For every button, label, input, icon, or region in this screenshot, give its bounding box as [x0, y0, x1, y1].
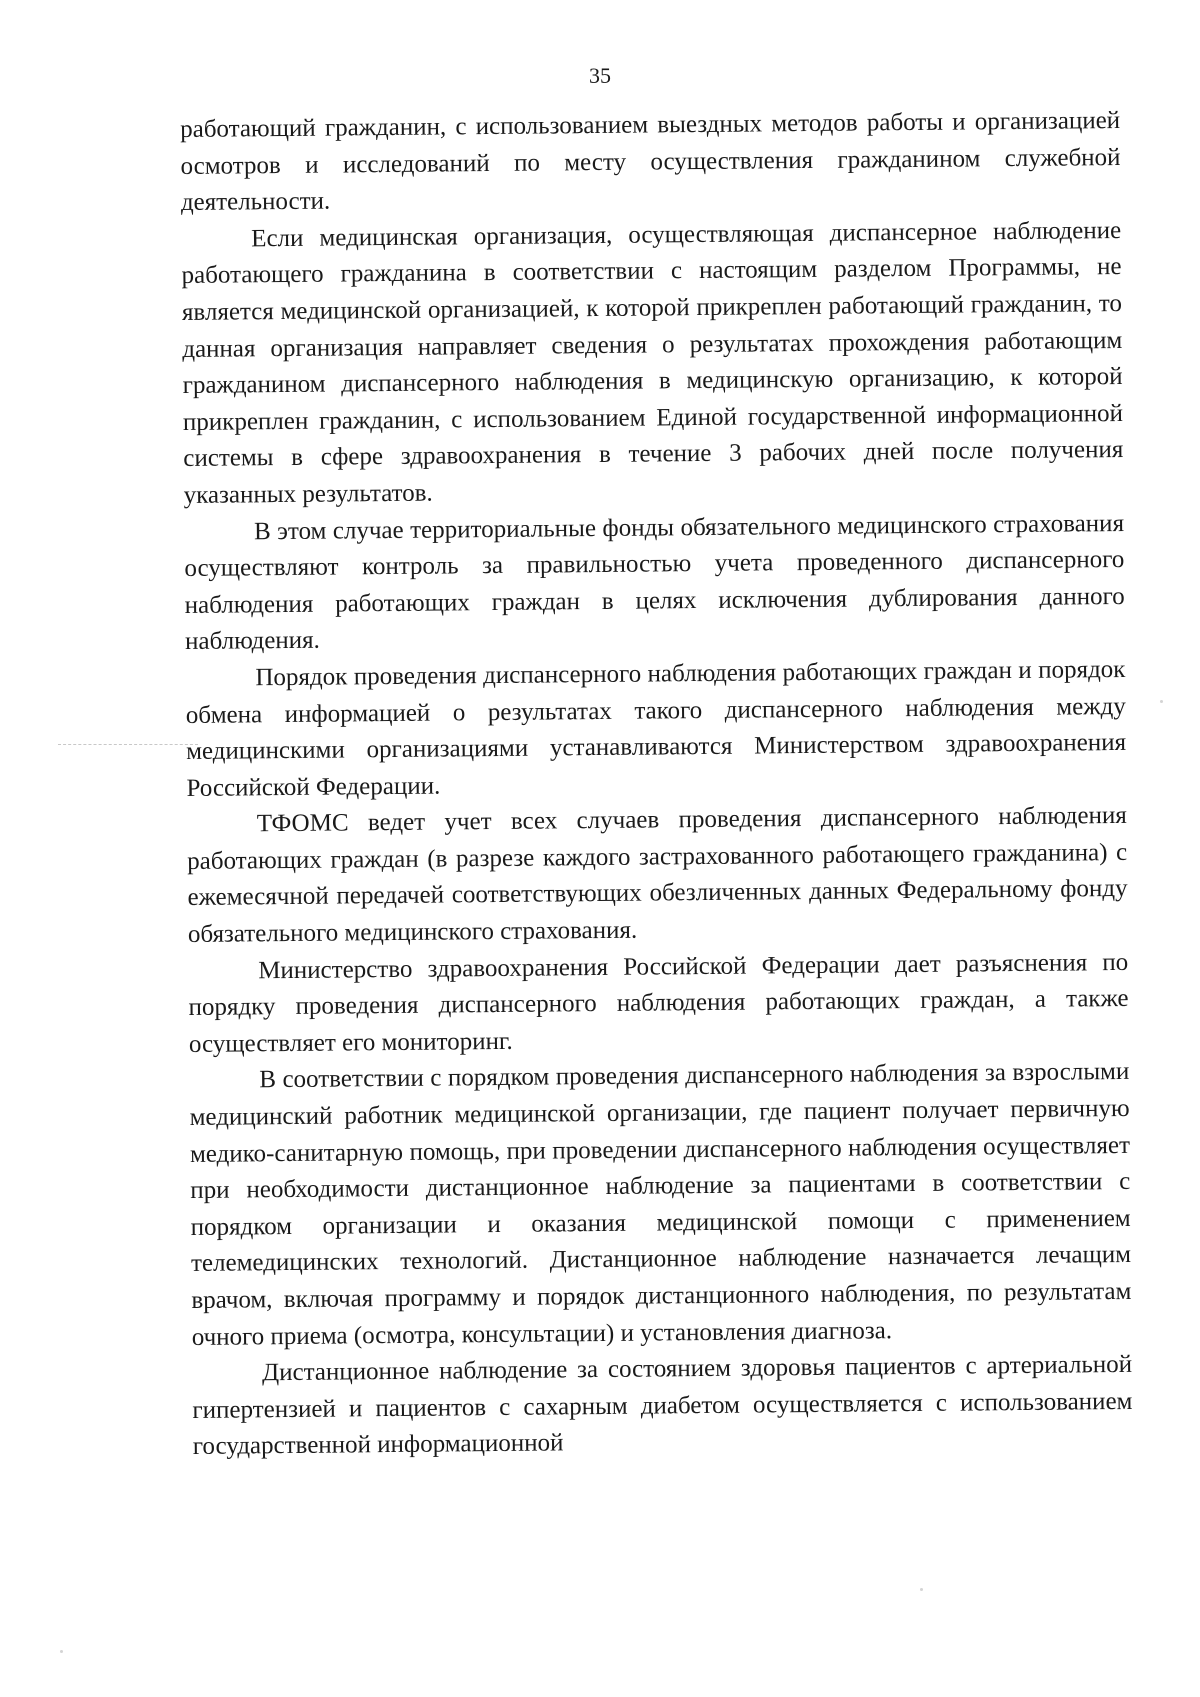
- scan-artifact-line: [58, 744, 198, 745]
- paragraph-procedure-ministry: Порядок проведения диспансерного наблюдения работающих граждан и порядок обмена информацией о результатах такого диспансерного наблюдения между медицинскими организациями устанавливаются Министерством здравоохранения Российской Федерации.: [185, 655, 1127, 802]
- scan-artifact-speck: [60, 1650, 63, 1653]
- paragraph-remote-monitoring: В соответствии с порядком проведения диспансерного наблюдения за взрослыми медицинский работник медицинской организации, где пациент получает первичную медико-санитарную помощь, при проведении диспансерного наблюдения осуществляет при необходимости дистанционное наблюдение за пациентами в соответствии с порядком организации и оказания медицинской помощи с применением телемедицинских технологий. Дистанционное наблюдение назначается лечащим врачом, включая программу и порядок дистанционного наблюдения, по результатам очного приема (осмотра, консультации) и установления диагноза.: [189, 1058, 1132, 1351]
- paragraph-continuation: работающий гражданин, с использованием выездных методов работы и организацией осмотров и исследований по месту осуществления гражданином служебной деятельности.: [180, 106, 1121, 217]
- scan-artifact-speck: [1160, 700, 1163, 703]
- page-number: 35: [589, 63, 611, 88]
- paragraph-reporting-results: Если медицинская организация, осуществляющая диспансерное наблюдение работающего гражданина в соответствии с настоящим разделом Программы, не является медицинской организацией, к которой прикреплен работающий гражданин, то данная организация направляет сведения о результатах прохождения работающим гражданином диспансерного наблюдения в медицинскую организацию, к которой прикреплен гражданин, с использованием Единой государственной информационной системы в сфере здравоохранения в течение 3 рабочих дней после получения указанных результатов.: [181, 216, 1124, 509]
- paragraph-tfoms-accounting: ТФОМС ведет учет всех случаев проведения диспансерного наблюдения работающих граждан (в разрезе каждого застрахованного работающего гражданина) с ежемесячной передачей соответствующих обезличенных данных Федеральному фонду обязательного медицинского страхования.: [187, 802, 1128, 949]
- paragraph-tfoms-control: В этом случае территориальные фонды обязательного медицинского страхования осуществляют контроль за правильностью учета проведенного диспансерного наблюдения работающих граждан в целях исключения дублирования данного наблюдения.: [184, 509, 1125, 656]
- paragraph-remote-hypertension-diabetes: Дистанционное наблюдение за состоянием здоровья пациентов с артериальной гипертензией и пациентов с сахарным диабетом осуществляется с использованием государственной информационной: [192, 1351, 1133, 1461]
- scan-artifact-speck: [920, 1588, 923, 1591]
- paragraph-ministry-clarifications: Министерство здравоохранения Российской Федерации дает разъяснения по порядку проведения диспансерного наблюдения работающих граждан, а также осуществляет его мониторинг.: [188, 948, 1129, 1058]
- document-body: [180, 103, 1133, 1466]
